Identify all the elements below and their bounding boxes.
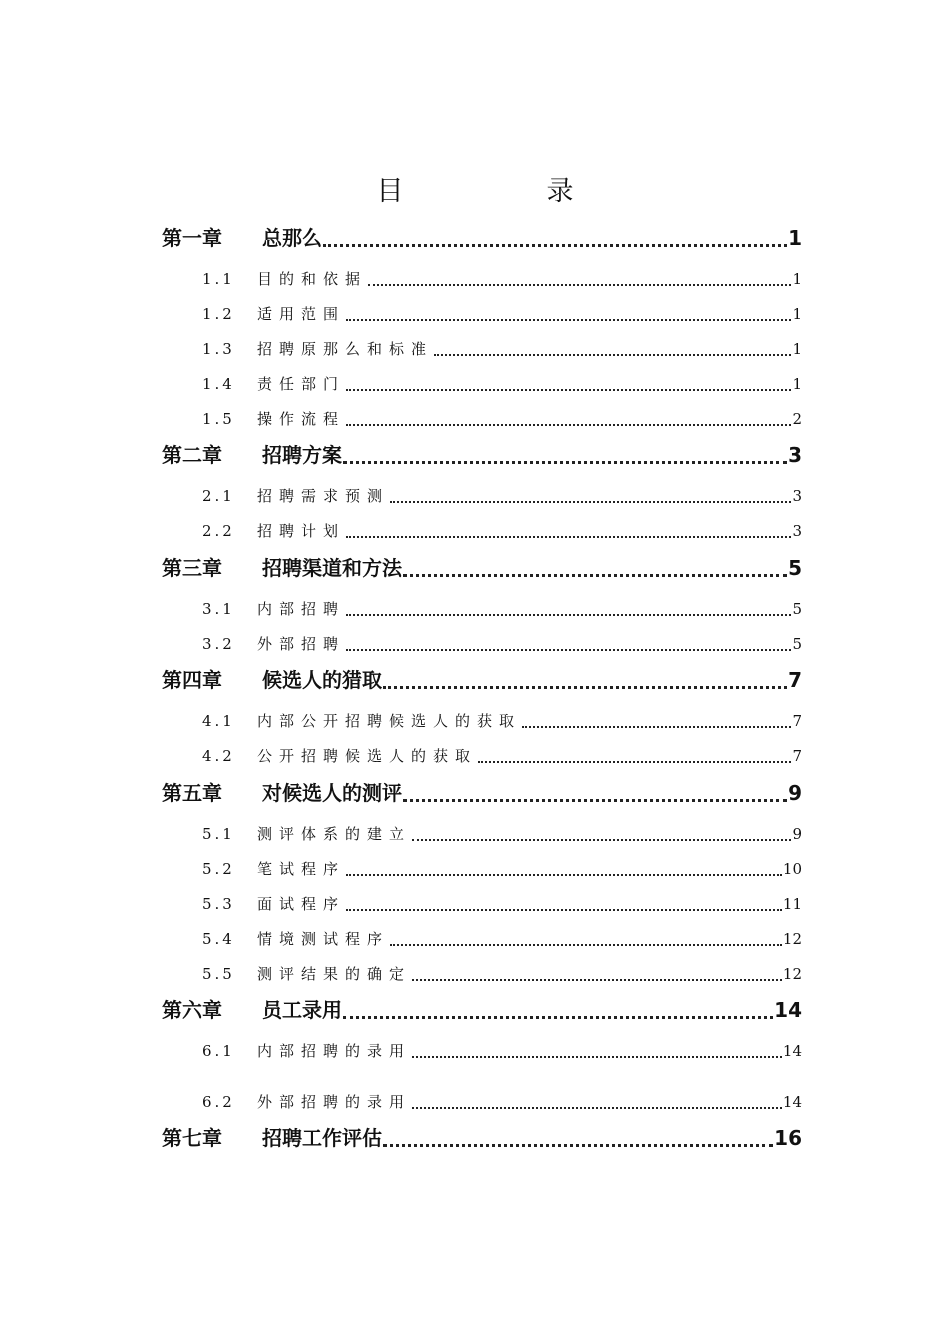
dot-leader [343,440,787,470]
page-number: 16 [774,1126,802,1150]
dot-leader [346,371,791,397]
section-number: 5.2 [202,860,235,878]
section-title: 责任部门 [257,375,346,393]
dot-leader [412,1038,782,1064]
dot-leader [434,336,791,362]
dot-leader [478,743,791,769]
toc-section[interactable] [202,266,802,292]
dot-leader [323,223,787,253]
toc-section[interactable] [202,891,802,917]
toc-section[interactable] [202,1038,802,1064]
toc-section[interactable] [202,518,802,544]
page-number: 5 [792,635,802,653]
section-title: 笔试程序 [257,860,346,878]
section-number: 5.1 [202,825,235,843]
page-number: 1 [792,270,802,288]
dot-leader [383,1123,773,1153]
section-number: 6.1 [202,1042,235,1060]
toc-section[interactable] [202,301,802,327]
section-title: 内部招聘的录用 [257,1042,412,1060]
section-title: 适用范围 [257,305,346,323]
chapter-title: 员工录用 [262,998,342,1022]
page-number: 12 [782,965,802,983]
chapter-label: 第二章 [162,443,222,467]
dot-leader [368,266,791,292]
page-title: 目 录 [376,176,632,207]
chapter-title: 招聘渠道和方法 [262,556,402,580]
section-title: 招聘需求预测 [257,487,390,505]
page-number: 1 [792,375,802,393]
dot-leader [403,778,787,808]
section-title: 测评结果的确定 [257,965,412,983]
section-title: 外部招聘的录用 [257,1093,412,1111]
toc-section[interactable] [202,926,802,952]
page-number: 1 [788,226,802,250]
chapter-label: 第七章 [162,1126,222,1150]
chapter-title: 候选人的猎取 [262,668,382,692]
section-number: 5.5 [202,965,235,983]
toc-section[interactable] [202,856,802,882]
toc-section[interactable] [202,961,802,987]
dot-leader [346,518,791,544]
dot-leader [346,301,791,327]
page-number: 9 [788,781,802,805]
page-number: 5 [788,556,802,580]
chapter-label: 第三章 [162,556,222,580]
section-number: 2.1 [202,487,235,505]
section-number: 6.2 [202,1093,235,1111]
page-number: 9 [792,825,802,843]
page-number: 3 [788,443,802,467]
chapter-label: 第一章 [162,226,222,250]
dot-leader [346,596,791,622]
toc-chapter[interactable] [162,778,802,808]
chapter-title: 招聘工作评估 [262,1126,382,1150]
section-number: 4.2 [202,747,235,765]
section-title: 招聘计划 [257,522,346,540]
chapter-title: 招聘方案 [262,443,342,467]
section-title: 测评体系的建立 [257,825,412,843]
page-number: 12 [782,930,802,948]
dot-leader [412,1089,782,1115]
section-title: 内部招聘 [257,600,346,618]
page-number: 7 [788,668,802,692]
dot-leader [346,891,782,917]
section-number: 1.2 [202,305,235,323]
toc-section[interactable] [202,1089,802,1115]
page-number: 2 [792,410,802,428]
section-title: 外部招聘 [257,635,346,653]
dot-leader [403,553,787,583]
toc-section[interactable] [202,708,802,734]
section-number: 3.1 [202,600,235,618]
section-number: 1.5 [202,410,235,428]
section-number: 1.1 [202,270,235,288]
toc-section[interactable] [202,631,802,657]
section-number: 5.4 [202,930,235,948]
section-title: 面试程序 [257,895,346,913]
dot-leader [346,856,782,882]
section-number: 3.2 [202,635,235,653]
page-number: 7 [792,712,802,730]
section-title: 目的和依据 [257,270,368,288]
toc-chapter[interactable] [162,1123,802,1153]
toc-section[interactable] [202,336,802,362]
section-title: 公开招聘候选人的获取 [257,747,478,765]
section-title: 操作流程 [257,410,346,428]
page-number: 3 [792,487,802,505]
dot-leader [412,961,782,987]
page-number: 1 [792,305,802,323]
page-number: 10 [782,860,802,878]
chapter-label: 第五章 [162,781,222,805]
page-number: 14 [782,1042,802,1060]
page-number: 14 [774,998,802,1022]
toc-section[interactable] [202,483,802,509]
toc-chapter[interactable] [162,995,802,1025]
toc-section[interactable] [202,406,802,432]
chapter-title: 总那么 [262,226,322,250]
dot-leader [346,631,791,657]
dot-leader [346,406,791,432]
dot-leader [383,665,787,695]
toc-chapter[interactable] [162,440,802,470]
section-number: 4.1 [202,712,235,730]
section-number: 2.2 [202,522,235,540]
toc-chapter[interactable] [162,553,802,583]
section-number: 1.3 [202,340,235,358]
dot-leader [390,926,782,952]
page-number: 5 [792,600,802,618]
section-title: 情境测试程序 [257,930,390,948]
toc-section[interactable] [202,743,802,769]
section-title: 招聘原那么和标准 [257,340,434,358]
toc-chapter[interactable] [162,665,802,695]
dot-leader [522,708,791,734]
toc-section[interactable] [202,371,802,397]
toc-section[interactable] [202,596,802,622]
page-number: 11 [782,895,802,913]
page-number: 7 [792,747,802,765]
chapter-title: 对候选人的测评 [262,781,402,805]
page-number: 3 [792,522,802,540]
section-number: 5.3 [202,895,235,913]
dot-leader [390,483,791,509]
section-title: 内部公开招聘候选人的获取 [257,712,522,730]
dot-leader [343,995,773,1025]
chapter-label: 第四章 [162,668,222,692]
toc-chapter[interactable] [162,223,802,253]
section-number: 1.4 [202,375,235,393]
page-number: 14 [782,1093,802,1111]
page-number: 1 [792,340,802,358]
dot-leader [412,821,791,847]
toc-section[interactable] [202,821,802,847]
chapter-label: 第六章 [162,998,222,1022]
